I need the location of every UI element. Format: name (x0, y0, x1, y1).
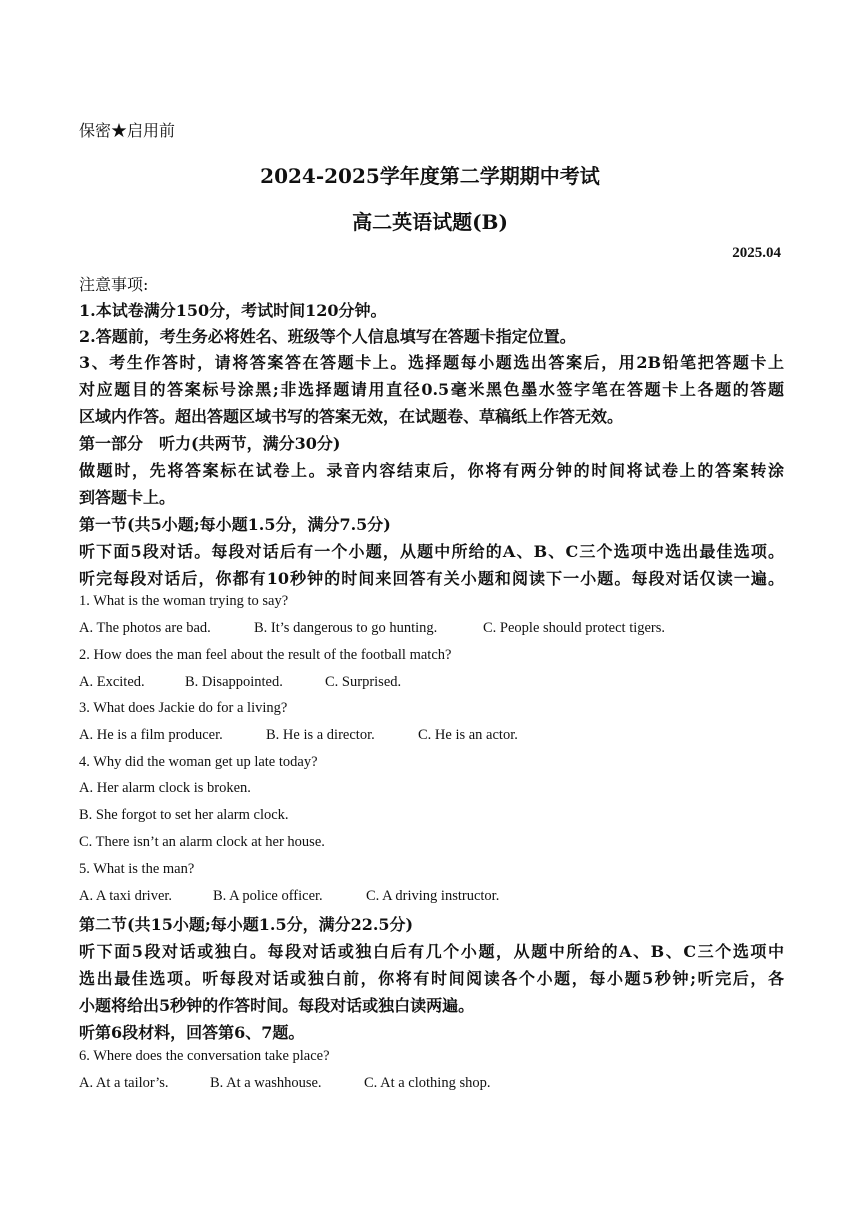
part1-intro-line-2: 到答题卡上。 (79, 488, 176, 507)
section2-instruction-line-1: 听下面5段对话或独白。每段对话或独白后有几个小题，从题中所给的A、B、C三个选项中 (79, 942, 784, 961)
question-1-option-b: B. It’s dangerous to go hunting. (254, 620, 438, 636)
notice-heading: 注意事项: (79, 275, 149, 294)
question-2-option-b: B. Disappointed. (185, 674, 283, 690)
section1-instruction-line-1: 听下面5段对话。每段对话后有一个小题，从题中所给的A、B、C三个选项中选出最佳选项。 (79, 542, 784, 561)
material-6-heading: 听第6段材料，回答第6、7题。 (79, 1023, 305, 1042)
notice-item-3-line-2: 对应题目的答案标号涂黑;非选择题请用直径0.5毫米黑色墨水签字笔在答题卡上各题的答题 (79, 380, 784, 399)
exam-date: 2025.04 (732, 245, 781, 261)
question-6-text: 6. Where does the conversation take place? (79, 1048, 330, 1064)
section2-instruction-line-3: 小题将给出5秒钟的作答时间。每段对话或独白读两遍。 (79, 996, 475, 1015)
confidential-label: 保密★启用前 (79, 121, 176, 140)
question-3-option-a: A. He is a film producer. (79, 727, 223, 743)
question-5-text: 5. What is the man? (79, 861, 195, 877)
question-4-option-c: C. There isn’t an alarm clock at her house. (79, 834, 325, 850)
section1-heading: 第一节(共5小题;每小题1.5分，满分7.5分) (79, 515, 391, 534)
question-3-text: 3. What does Jackie do for a living? (79, 700, 288, 716)
section2-heading: 第二节(共15小题;每小题1.5分，满分22.5分) (79, 915, 414, 934)
section1-instruction-line-2: 听完每段对话后，你都有10秒钟的时间来回答有关小题和阅读下一小题。每段对话仅读一遍。 (79, 569, 784, 588)
question-6-option-b: B. At a washhouse. (210, 1075, 322, 1091)
notice-item-1: 1.本试卷满分150分，考试时间120分钟。 (79, 301, 387, 320)
question-2-option-c: C. Surprised. (325, 674, 402, 690)
exam-title: 2024-2025学年度第二学期期中考试 (260, 164, 600, 188)
question-5-option-a: A. A taxi driver. (79, 888, 173, 904)
question-5-option-c: C. A driving instructor. (366, 888, 500, 904)
question-4-option-a: A. Her alarm clock is broken. (79, 780, 251, 796)
question-5-option-b: B. A police officer. (213, 888, 323, 904)
question-4-option-b: B. She forgot to set her alarm clock. (79, 807, 289, 823)
exam-subtitle: 高二英语试题(B) (352, 210, 508, 234)
notice-item-3-line-3: 区域内作答。超出答题区域书写的答案无效，在试题卷、草稿纸上作答无效。 (79, 407, 624, 426)
question-1-option-c: C. People should protect tigers. (483, 620, 666, 636)
notice-item-3-line-1: 3、考生作答时，请将答案答在答题卡上。选择题每小题选出答案后，用2B铅笔把答题卡上 (79, 353, 784, 372)
notice-item-2: 2.答题前，考生务必将姓名、班级等个人信息填写在答题卡指定位置。 (79, 327, 576, 346)
question-6-option-c: C. At a clothing shop. (364, 1075, 491, 1091)
section2-instruction-line-2: 选出最佳选项。听每段对话或独白前，你将有时间阅读各个小题，每小题5秒钟;听完后，各 (79, 969, 784, 988)
question-4-text: 4. Why did the woman get up late today? (79, 754, 318, 770)
question-2-option-a: A. Excited. (79, 674, 145, 690)
question-2-text: 2. How does the man feel about the result of the football match? (79, 647, 452, 663)
question-6-option-a: A. At a tailor’s. (79, 1075, 169, 1091)
question-3-option-b: B. He is a director. (266, 727, 375, 743)
question-1-option-a: A. The photos are bad. (79, 620, 211, 636)
question-1-text: 1. What is the woman trying to say? (79, 593, 289, 609)
part1-heading: 第一部分 听力(共两节，满分30分) (79, 434, 341, 453)
part1-intro-line-1: 做题时，先将答案标在试卷上。录音内容结束后，你将有两分钟的时间将试卷上的答案转涂 (79, 461, 784, 480)
question-3-option-c: C. He is an actor. (418, 727, 518, 743)
